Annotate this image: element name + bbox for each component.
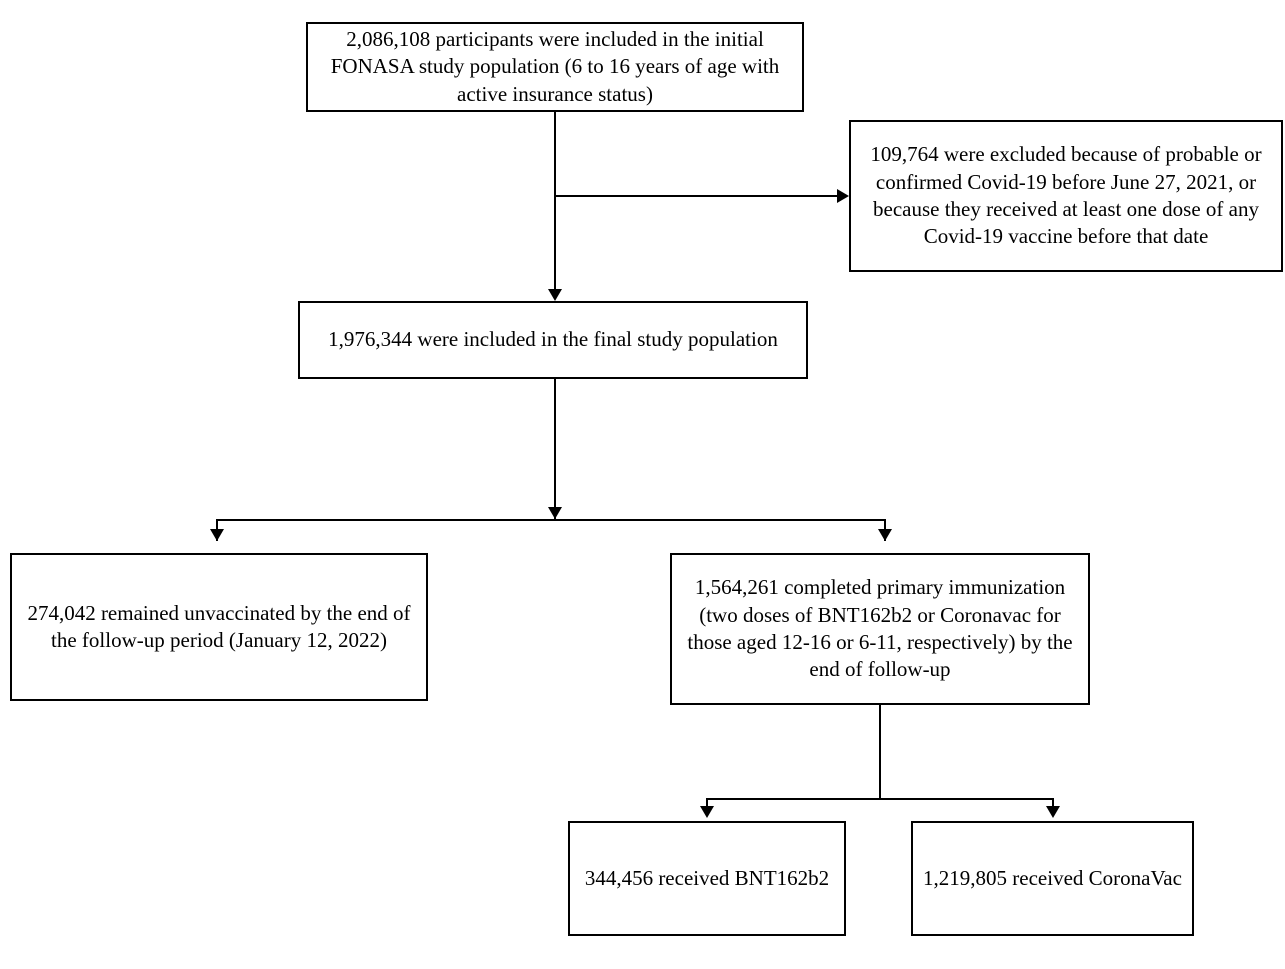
node-initial-population-text: 2,086,108 participants were included in the initial FONASA study population (6 to 16 years of age with active insurance status)	[330, 27, 780, 106]
arrow-to-primary-immunization	[878, 529, 892, 541]
node-bnt162b2-text: 344,456 received BNT162b2	[584, 865, 830, 890]
arrow-initial-to-final	[548, 289, 562, 301]
node-primary-immunization	[670, 553, 1090, 705]
arrow-to-coronavac	[1046, 806, 1060, 818]
node-unvaccinated	[10, 553, 428, 701]
connector-initial-to-final	[554, 112, 556, 289]
node-primary-immunization-text: 1,564,261 completed primary immunization (two doses of BNT162b2 or Coronavac for those aged 12-16 or 6-11, respectively) by the end of follow-up	[687, 575, 1073, 682]
connector-split-bar	[216, 519, 886, 521]
node-initial-population	[306, 22, 804, 112]
arrow-final-center	[548, 507, 562, 519]
connector-final-to-split	[554, 379, 556, 519]
connector-primary-to-split2	[879, 705, 881, 800]
arrow-to-excluded	[837, 189, 849, 203]
node-final-population-text: 1,976,344 were included in the final study population	[328, 327, 778, 352]
arrow-to-bnt162b2	[700, 806, 714, 818]
node-coronavac	[911, 821, 1194, 936]
node-excluded	[849, 120, 1283, 272]
arrow-to-unvaccinated	[210, 529, 224, 541]
connector-split2-bar	[706, 798, 1054, 800]
node-excluded-text: 109,764 were excluded because of probable or confirmed Covid-19 before June 27, 2021, or because they received at least one dose of any Covid-19 vaccine before that date	[870, 142, 1262, 249]
node-bnt162b2	[568, 821, 846, 936]
node-coronavac-text: 1,219,805 received CoronaVac	[923, 865, 1182, 890]
node-unvaccinated-text: 274,042 remained unvaccinated by the end of the follow-up period (January 12, 2022)	[27, 600, 411, 652]
connector-to-excluded	[554, 195, 837, 197]
node-final-population	[298, 301, 808, 379]
